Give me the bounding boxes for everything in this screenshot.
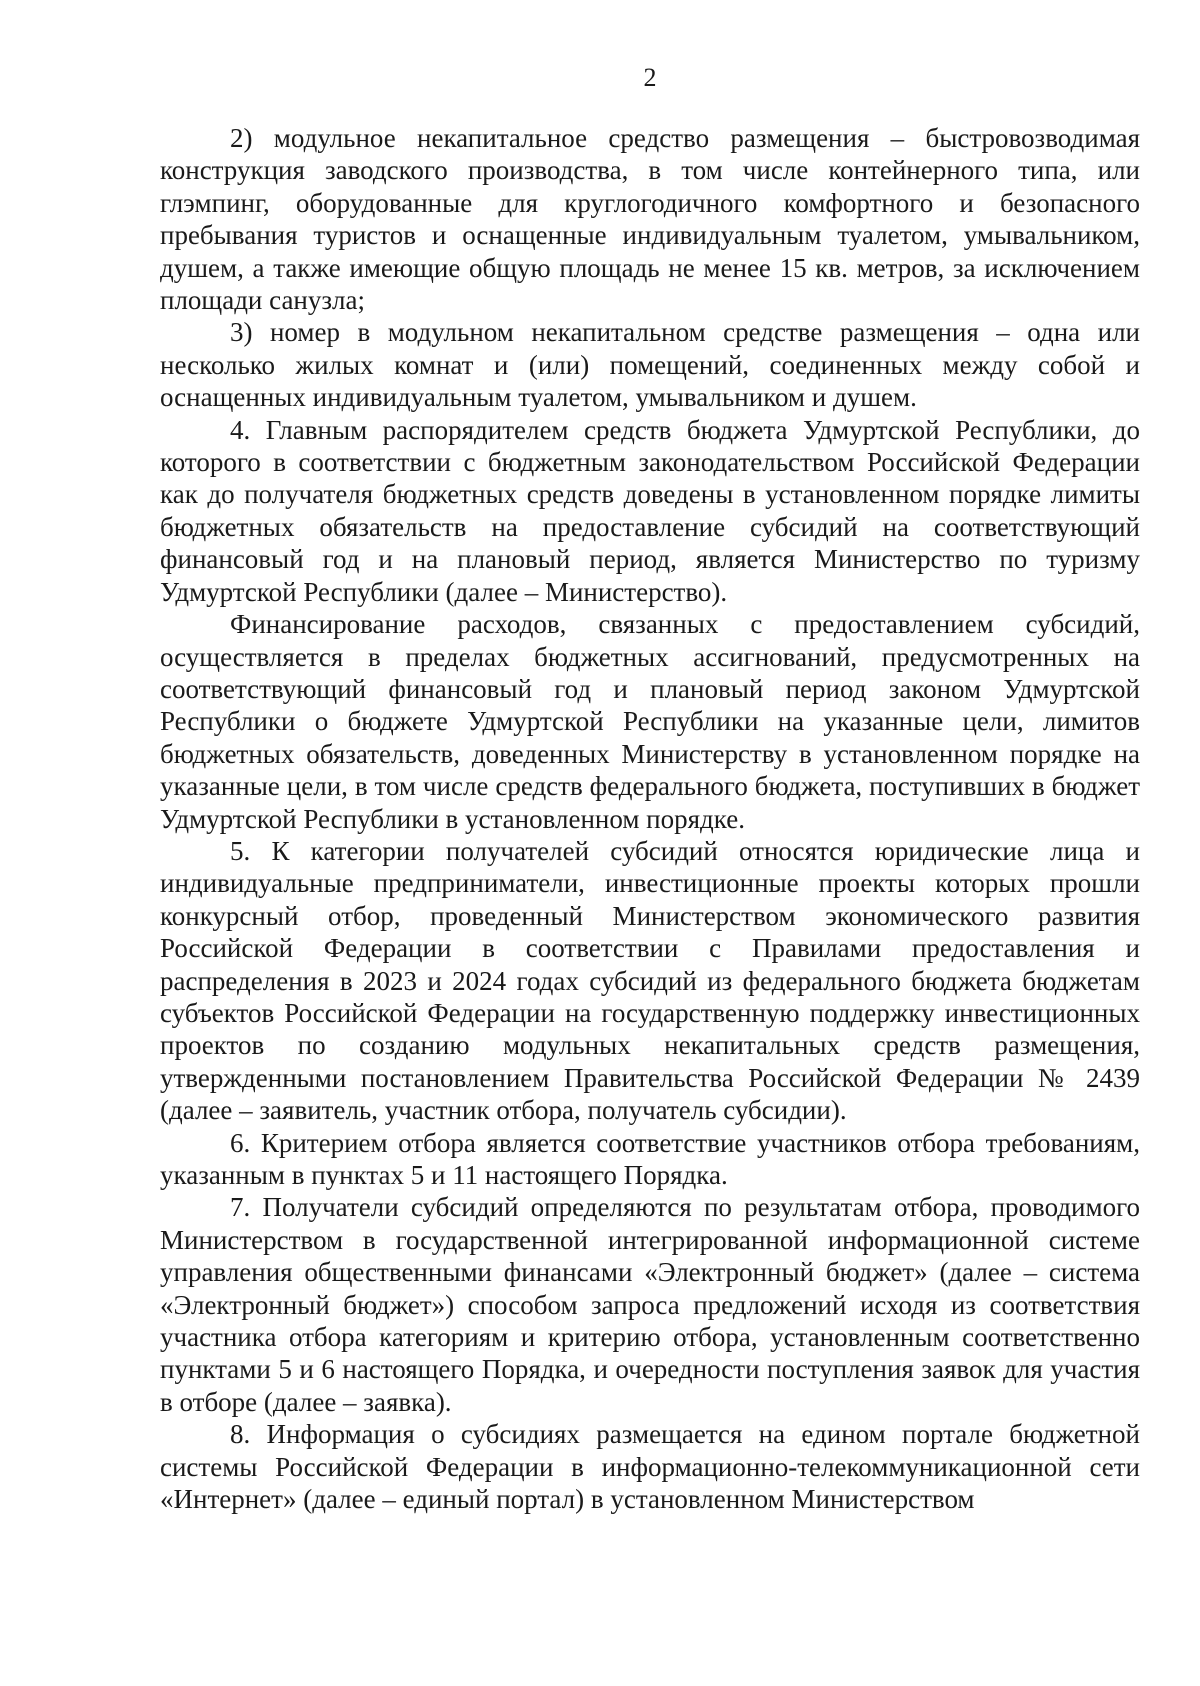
- document-body: [160, 122, 1140, 1515]
- paragraph-modular-facility-definition: 2) модульное некапитальное средство размещения – быстровозводимая конструкция заводского производства, в том числе контейнерного типа, или глэмпинг, оборудованные для круглогодичного комфортного и безопасного пребывания туристов и оснащенные индивидуальным туалетом, умывальником, душем, а также имеющие общую площадь не менее 15 кв. метров, за исключением площади санузла;: [160, 123, 1140, 316]
- paragraph-room-definition: 3) номер в модульном некапитальном средстве размещения – одна или несколько жилых комнат и (или) помещений, соединенных между собой и оснащенных индивидуальным туалетом, умывальником и душем.: [160, 317, 1140, 413]
- page-number: 2: [643, 63, 657, 92]
- paragraph-item-6-selection-criterion: 6. Критерием отбора является соответствие участников отбора требованиям, указанным в пунктах 5 и 11 настоящего Порядка.: [160, 1127, 1140, 1190]
- paragraph-item-7-recipients-determination: 7. Получатели субсидий определяются по результатам отбора, проводимого Министерством в государственной интегрированной информационной системе управления общественными финансами «Электронный бюджет» (далее – система «Электронный бюджет») способом запроса предложений исходя из соответствия участника отбора категориям и критерию отбора, установленным соответственно пунктами 5 и 6 настоящего Порядка, и очередности поступления заявок для участия в отборе (далее – заявка).: [160, 1192, 1140, 1417]
- paragraph-financing: Финансирование расходов, связанных с предоставлением субсидий, осуществляется в пределах бюджетных ассигнований, предусмотренных на соответствующий финансовый год и плановый период законом Удмуртской Республики о бюджете Удмуртской Республики на указанные цели, лимитов бюджетных обязательств, доведенных Министерству в установленном порядке на указанные цели, в том числе средств федерального бюджета, поступивших в бюджет Удмуртской Республики в установленном порядке.: [160, 609, 1140, 834]
- paragraph-item-4-main-administrator: 4. Главным распорядителем средств бюджета Удмуртской Республики, до которого в соответствии с бюджетным законодательством Российской Федерации как до получателя бюджетных средств доведены в установленном порядке лимиты бюджетных обязательств на предоставление субсидий на соответствующий финансовый год и на плановый период, является Министерство по туризму Удмуртской Республики (далее – Министерство).: [160, 414, 1140, 607]
- paragraph-item-8-subsidy-information: 8. Информация о субсидиях размещается на едином портале бюджетной системы Российской Федерации в информационно-телекоммуникационной сети «Интернет» (далее – единый портал) в установленном Министерством: [160, 1419, 1140, 1515]
- paragraph-item-5-recipient-category: 5. К категории получателей субсидий относятся юридические лица и индивидуальные предприниматели, инвестиционные проекты которых прошли конкурсный отбор, проведенный Министерством экономического развития Российской Федерации в соответствии с Правилами предоставления и распределения в 2023 и 2024 годах субсидий из федерального бюджета бюджетам субъектов Российской Федерации на государственную поддержку инвестиционных проектов по созданию модульных некапитальных средств размещения, утвержденными постановлением Правительства Российской Федерации № 2439 (далее – заявитель, участник отбора, получатель субсидии).: [160, 835, 1140, 1126]
